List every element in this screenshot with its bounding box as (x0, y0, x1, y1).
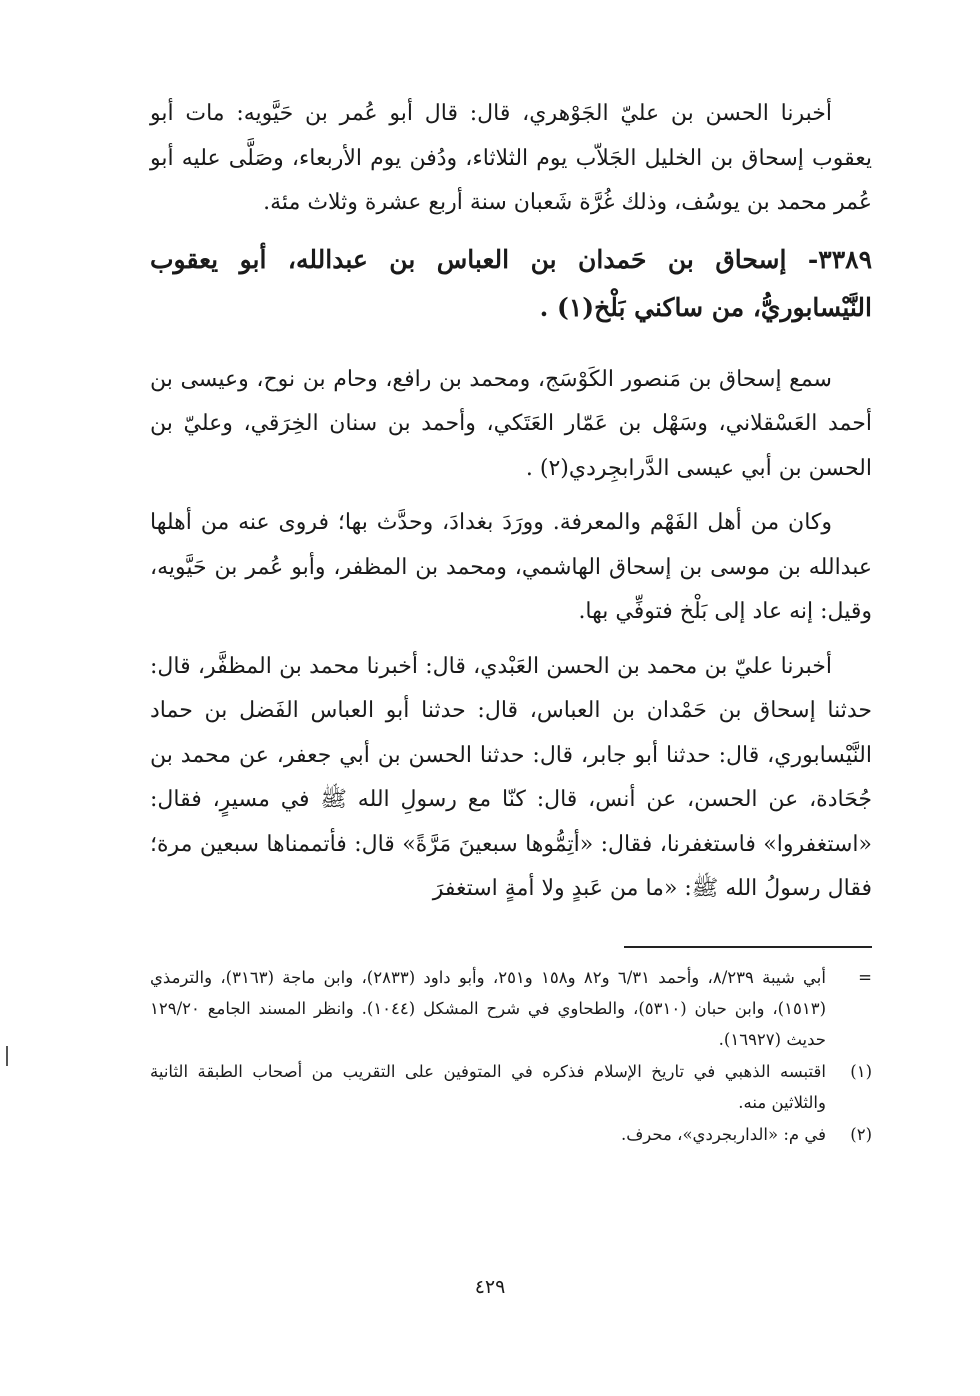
paragraph-narration: أخبرنا الحسن بن عليّ الجَوْهري، قال: قال أبو عُمر بن حَيَّويه: مات أبو يعقوب إسحاق بن الخليل الجَلاّب يوم الثلاثاء، ودُفن يوم الأربعاء، وصَلَّى عليه أبو عُمر محمد بن يوسُف، وذلك غُرَّة شَعبان سنة أربع عشرة وثلاث مئة. (150, 101, 872, 215)
paragraph-hadith: أخبرنا عليّ بن محمد بن الحسن العَبْدي، قال: أخبرنا محمد بن المظفَّر، قال: حدثنا إسحاق بن حَمْدان بن العباس، قال: حدثنا أبو العباس الفَضل بن حماد النَّيْسابوري، قال: حدثنا أبو جابر، قال: حدثنا الحسن بن أبي جعفر، عن محمد بن جُحَادة، عن الحسن، عن أنس، قال: كنّا مع رسولِ الله ﷺ في مسيرٍ، فقال: «استغفروا» فاستغفرنا، فقال: «أتِمُّوها سبعينَ مَرَّةً» قال: فأتممناها سبعين مرة؛ فقال رسولُ الله ﷺ: «ما من عَبدٍ ولا أمةٍ استغفرَ (150, 653, 872, 901)
footnote-mark: (٢) (850, 1125, 872, 1144)
entry-heading: ٣٣٨٩- إسحاق بن حَمدان بن العباس بن عبدالله، أبو يعقوب النَّيْسابوريُّ، من ساكني بَلْخ(١) . (150, 244, 872, 322)
scan-edge-mark (6, 1046, 8, 1066)
footnote-mark: = (858, 968, 872, 987)
footnote-text: في م: «الداربجردي»، محرف. (620, 1125, 826, 1144)
footnotes (150, 962, 872, 1151)
footnote-separator (624, 946, 872, 948)
main-text-block (150, 92, 872, 922)
page-number: ٤٢٩ (474, 1276, 506, 1298)
footnote-1 (150, 1056, 872, 1118)
footnote-mark: (١) (850, 1062, 872, 1081)
footnote-text: اقتبسه الذهبي في تاريخ الإسلام فذكره في المتوفين على التقريب من أصحاب الطبقة الثانية والثلاثين منه. (150, 1062, 826, 1112)
paragraph-teachers: سمع إسحاق بن مَنصور الكَوْسَج، ومحمد بن رافع، وحام بن نوح، وعيسى بن أحمد العَسْقلاني، وسَهْل بن عَمّار العَتَكي، وأحمد بن سنان الخِرَقي، وعليّ بن الحسن بن أبي عيسى الدَّرابجِردي(٢) . (150, 366, 872, 481)
footnote-2 (150, 1119, 872, 1150)
paragraph-biography: وكان من أهل الفَهْم والمعرفة. وورَدَ بغدادَ، وحدَّث بها؛ فروى عنه من أهلها عبدالله بن موسى بن إسحاق الهاشمي، ومحمد بن المظفر، وأبو عُمر بن حَيَّويه، وقيل: إنه عاد إلى بَلْخ فتوفِّي بها. (150, 510, 872, 624)
footnote-continued (150, 962, 872, 1055)
footnote-text: أبي شيبة ٨/٢٣٩، وأحمد ٦/٣١ و٨٢ و١٥٨ و٢٥١، وأبو داود (٢٨٣٣)، وابن ماجة (٣١٦٣)، والترمذي (١٥١٣)، وابن حبان (٥٣١٠)، والطحاوي في شرح المشكل (١٠٤٤). وانظر المسند الجامع ١٢٩/٢٠ حديث (١٦٩٢٧). (150, 968, 826, 1049)
